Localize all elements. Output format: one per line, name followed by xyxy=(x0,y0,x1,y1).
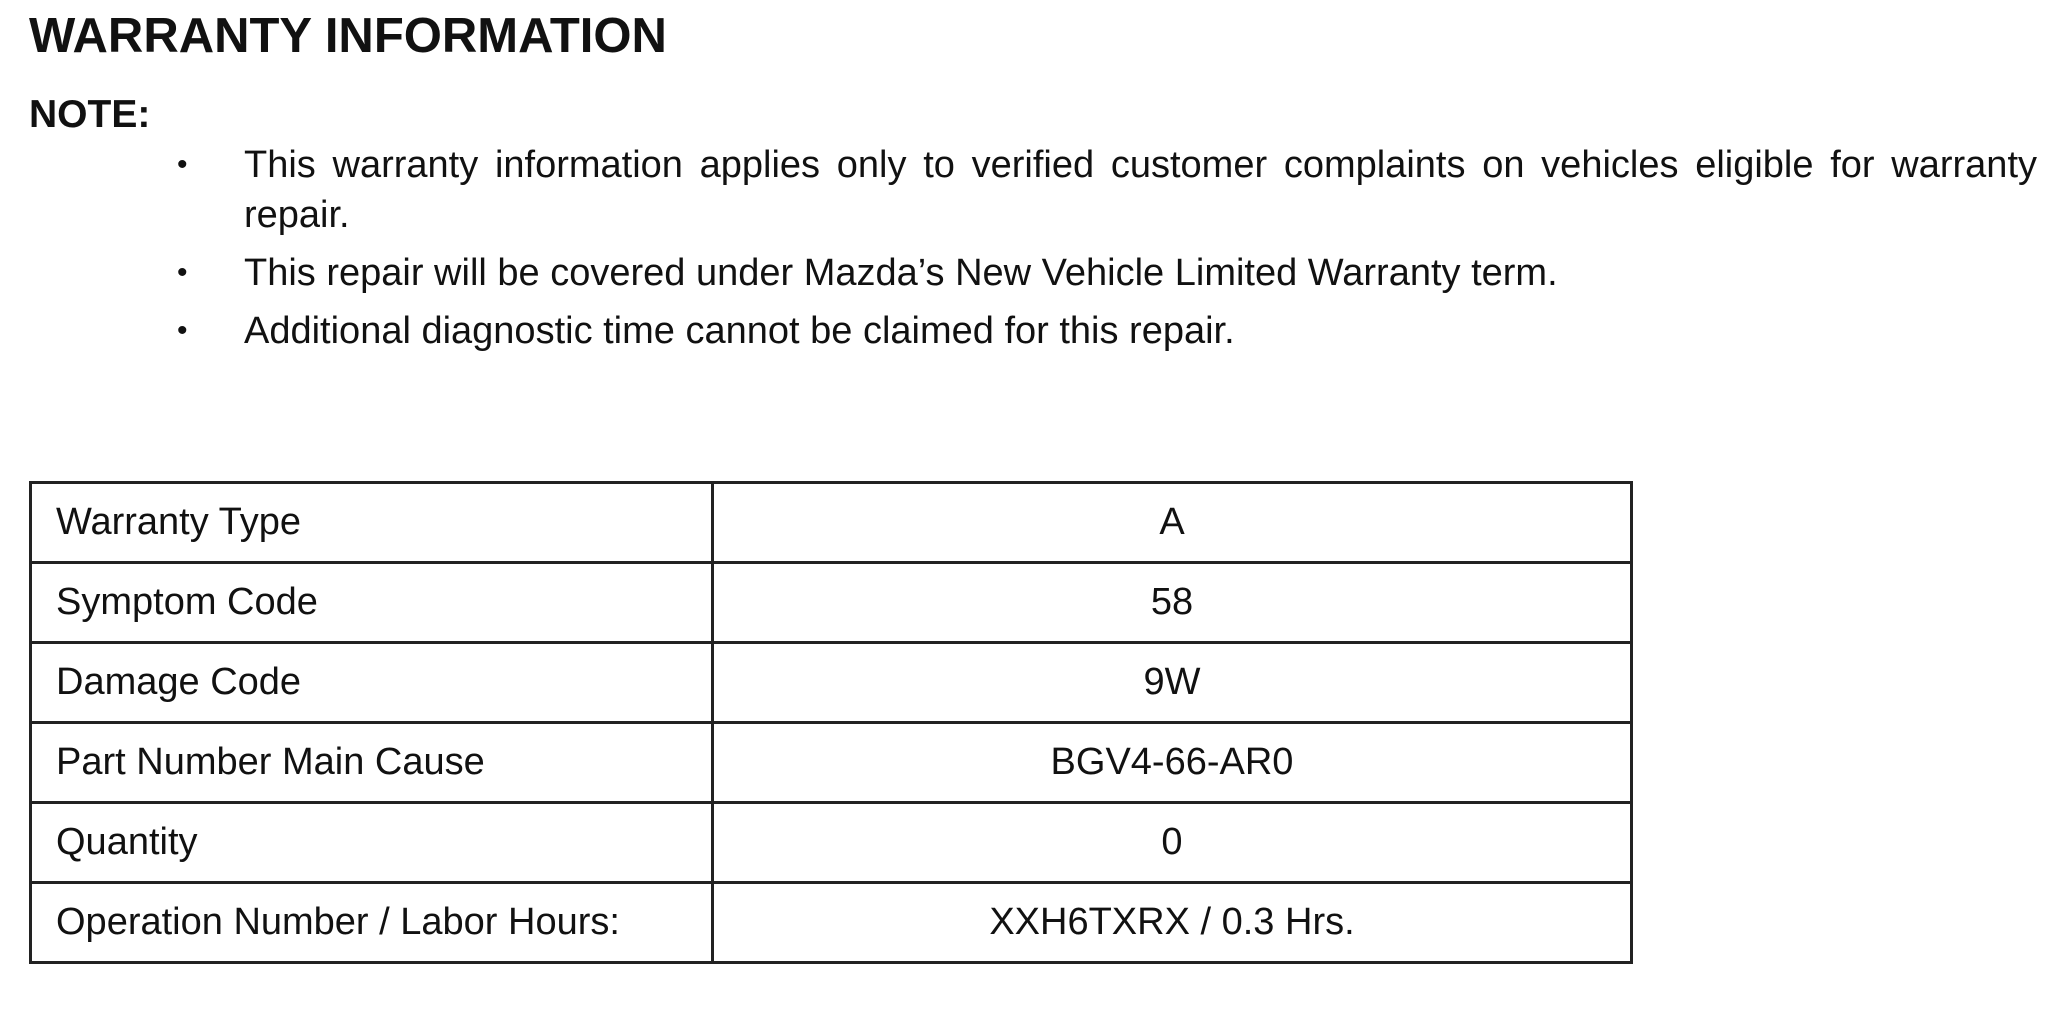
row-label: Operation Number / Labor Hours: xyxy=(31,883,713,963)
row-label: Quantity xyxy=(31,803,713,883)
row-value: 58 xyxy=(713,563,1632,643)
row-label: Warranty Type xyxy=(31,483,713,563)
note-label: NOTE: xyxy=(29,93,151,136)
note-text: This repair will be covered under Mazda’s New Vehicle Limited Warranty term. xyxy=(244,252,1558,294)
row-label: Part Number Main Cause xyxy=(31,723,713,803)
bullet-icon: • xyxy=(177,256,188,289)
row-value: A xyxy=(713,483,1632,563)
table-row xyxy=(31,723,1632,803)
table-row xyxy=(31,643,1632,723)
row-label: Damage Code xyxy=(31,643,713,723)
table-row xyxy=(31,803,1632,883)
page-title: WARRANTY INFORMATION xyxy=(29,9,667,63)
table-row xyxy=(31,563,1632,643)
table-row xyxy=(31,883,1632,963)
warranty-table xyxy=(29,481,1633,964)
bullet-icon: • xyxy=(177,314,188,347)
row-value: 9W xyxy=(713,643,1632,723)
row-label: Symptom Code xyxy=(31,563,713,643)
note-text: This warranty information applies only to verified customer complaints on vehicles eligible for warranty repair. xyxy=(244,144,2037,236)
note-text: Additional diagnostic time cannot be claimed for this repair. xyxy=(244,310,1235,352)
note-item xyxy=(0,306,2057,356)
row-value: XXH6TXRX / 0.3 Hrs. xyxy=(713,883,1632,963)
row-value: BGV4-66-AR0 xyxy=(713,723,1632,803)
note-item xyxy=(0,248,2057,298)
bullet-icon: • xyxy=(177,148,188,181)
table-row xyxy=(31,483,1632,563)
note-item xyxy=(0,140,2057,240)
row-value: 0 xyxy=(713,803,1632,883)
note-list xyxy=(0,140,2057,364)
